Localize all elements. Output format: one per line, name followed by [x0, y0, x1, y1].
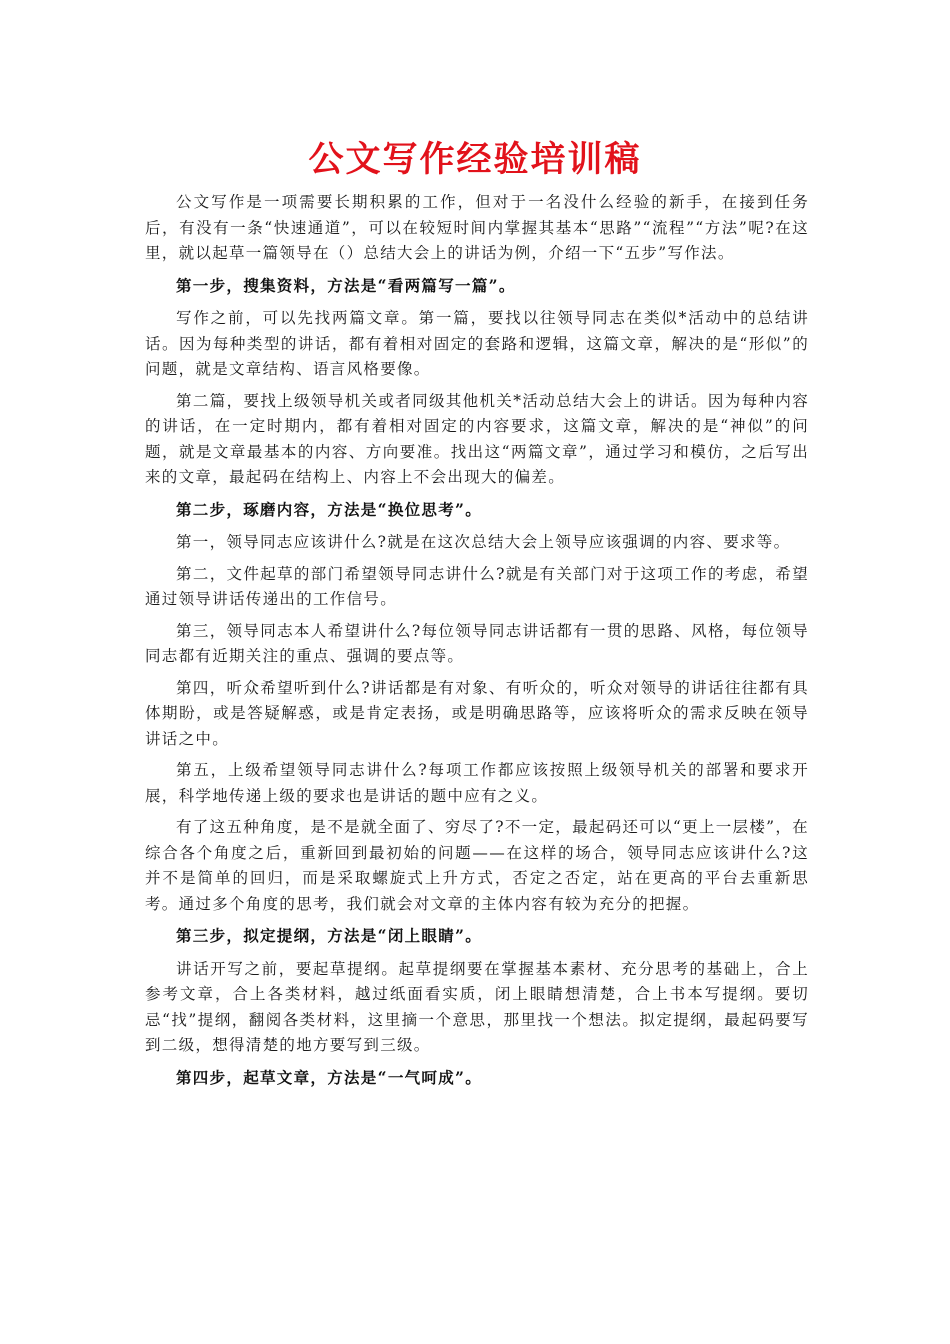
step1-heading: 第一步，搜集资料，方法是“看两篇写一篇”。	[176, 275, 516, 295]
step2-paragraph: 第五，上级希望领导同志讲什么?每项工作都应该按照上级领导机关的部署和要求开展，科学地传递上级的要求也是讲话的题中应有之义。	[145, 761, 809, 805]
step1-paragraph: 写作之前，可以先找两篇文章。第一篇，要找以往领导同志在类似*活动中的总结讲话。因为每种类型的讲话，都有着相对固定的套路和逻辑，这篇文章，解决的是“形似”的问题，就是文章结构、语言风格要像。	[145, 309, 809, 378]
step3-paragraph: 讲话开写之前，要起草提纲。起草提纲要在掌握基本素材、充分思考的基础上，合上参考文章，合上各类材料，越过纸面看实质，闭上眼睛想清楚，合上书本写提纲。要切忌“找”提纲，翻阅各类材料，这里摘一个意思，那里找一个想法。拟定提纲，最起码要写到二级，想得清楚的地方要写到三级。	[145, 959, 809, 1054]
step2-paragraph: 第一，领导同志应该讲什么?就是在这次总结大会上领导应该强调的内容、要求等。	[176, 533, 791, 551]
step1-paragraph: 第二篇，要找上级领导机关或者同级其他机关*活动总结大会上的讲话。因为每种内容的讲话，在一定时期内，都有着相对固定的内容要求，这篇文章，解决的是“神似”的问题，就是文章最基本的内容、方向要准。找出这“两篇文章”，通过学习和模仿，之后写出来的文章，最起码在结构上、内容上不会出现大的偏差。	[145, 391, 809, 486]
step3-heading: 第三步，拟定提纲，方法是“闭上眼睛”。	[176, 926, 483, 945]
step2-paragraph: 有了这五种角度，是不是就全面了、穷尽了?不一定，最起码还可以“更上一层楼”，在综合各个角度之后，重新回到最初始的问题——在这样的场合，领导同志应该讲什么?这并不是简单的回归，而是采取螺旋式上升方式，否定之否定，站在更高的平台去重新思考。通过多个角度的思考，我们就会对文章的主体内容有较为充分的把握。	[145, 818, 809, 913]
intro-paragraph: 公文写作是一项需要长期积累的工作，但对于一名没什么经验的新手，在接到任务后，有没有一条“快速通道”，可以在较短时间内掌握其基本“思路”“流程”“方法”呢?在这里，就以起草一篇领导在（）总结大会上的讲话为例，介绍一下“五步”写作法。	[145, 193, 809, 262]
document-body	[145, 190, 809, 1098]
step2-paragraph: 第四，听众希望听到什么?讲话都是有对象、有听众的，听众对领导的讲话往往都有具体期盼，或是答疑解惑，或是肯定表扬，或是明确思路等，应该将听众的需求反映在领导讲话之中。	[145, 678, 809, 748]
document-title: 公文写作经验培训稿	[308, 139, 642, 180]
step2-paragraph: 第三，领导同志本人希望讲什么?每位领导同志讲话都有一贯的思路、风格，每位领导同志都有近期关注的重点、强调的要点等。	[145, 621, 809, 665]
step2-heading: 第二步，琢磨内容，方法是“换位思考”。	[176, 499, 483, 519]
step4-heading: 第四步，起草文章，方法是“一气呵成”。	[176, 1067, 483, 1087]
step2-paragraph: 第二，文件起草的部门希望领导同志讲什么?就是有关部门对于这项工作的考虑，希望通过领导讲话传递出的工作信号。	[145, 564, 809, 608]
